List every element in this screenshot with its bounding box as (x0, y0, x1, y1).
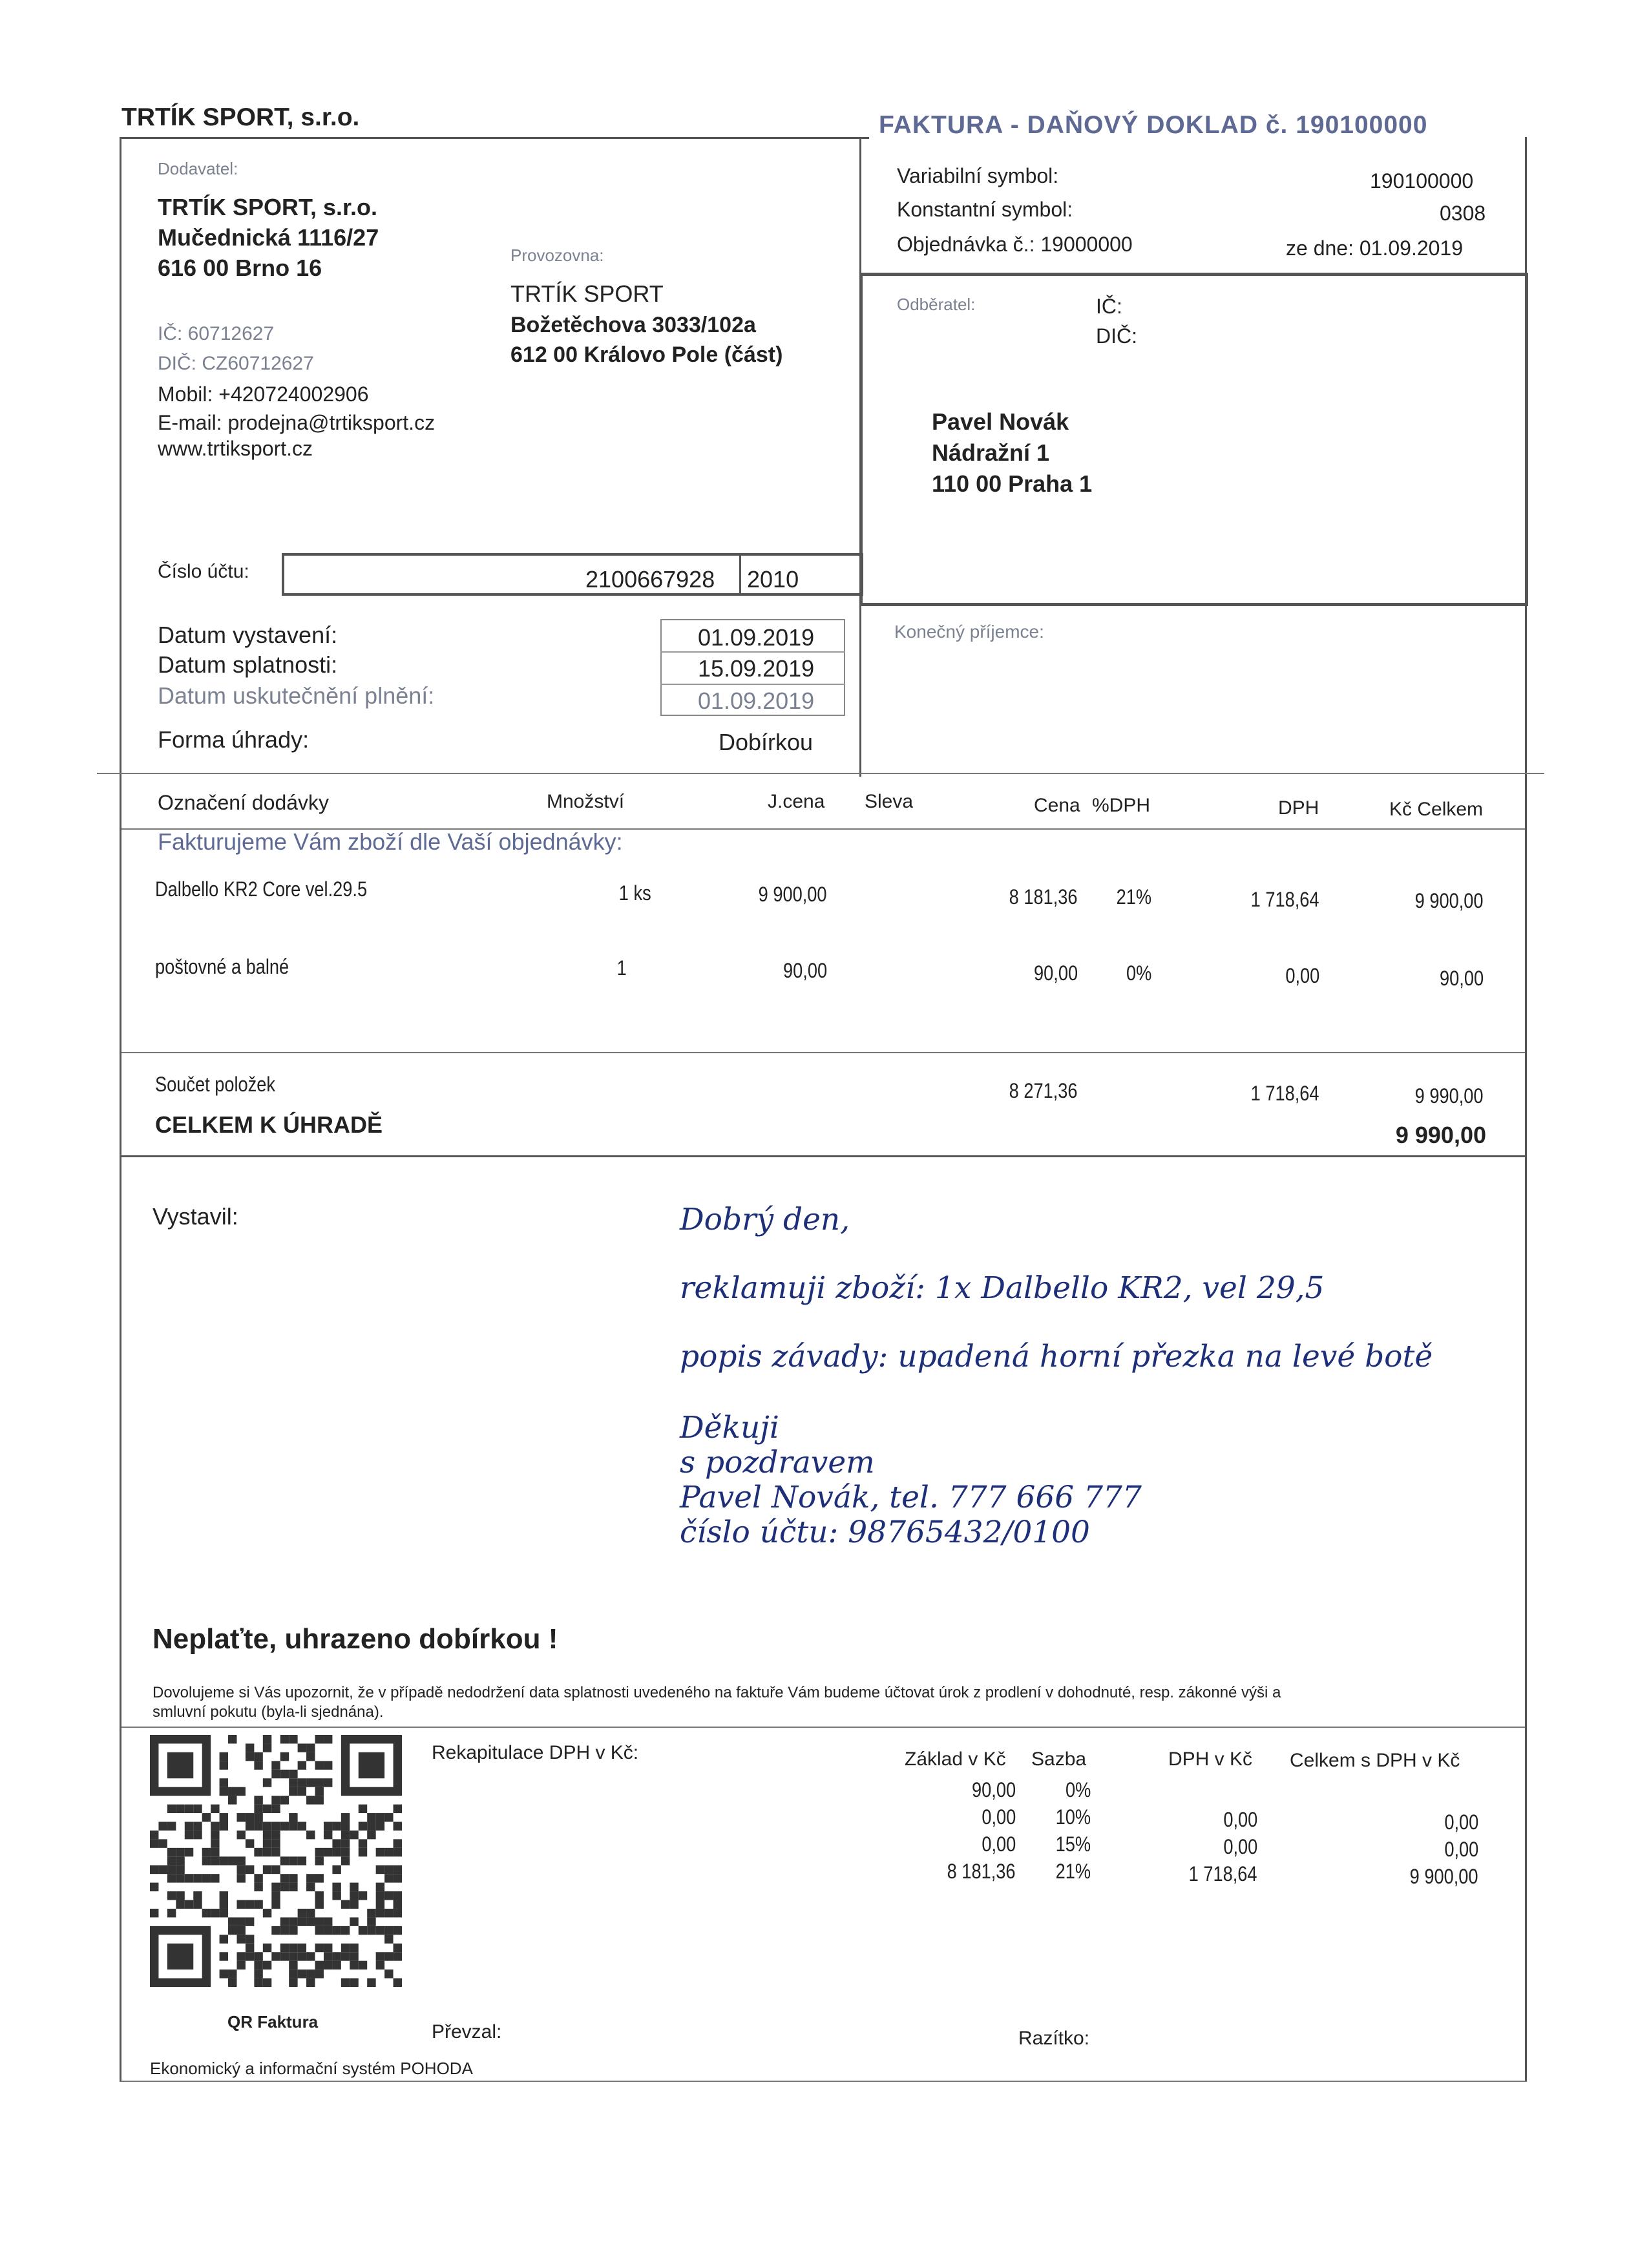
item-2-vat: 0,00 (1285, 964, 1319, 987)
notice-title: Neplaťte, uhrazeno dobírkou ! (152, 1623, 558, 1655)
recap-row-4-total: 9 900,00 (1410, 1865, 1478, 1888)
supplier-email: E-mail: prodejna@trtiksport.cz (158, 411, 436, 434)
sum-label: Součet položek (155, 1073, 275, 1096)
customer-street: Nádražní 1 (932, 439, 1050, 466)
item-1-vat-rate: 21% (1116, 885, 1151, 908)
supplier-street: Mučednická 1116/27 (158, 224, 379, 251)
recap-row-3-vat: 0,00 (1223, 1835, 1257, 1858)
note-defect: popis závady: upadená horní přezka na levé botě (680, 1339, 1433, 1374)
issue-date: 01.09.2019 (698, 624, 815, 651)
notice-text-2: smluvní pokutu (byla-li sjednána). (152, 1703, 384, 1721)
variable-symbol-label: Variabilní symbol: (897, 164, 1059, 187)
constant-symbol-value: 0308 (1440, 202, 1486, 225)
rows-bottom-rule (121, 1052, 1525, 1053)
item-1-unit-price: 9 900,00 (759, 883, 827, 906)
sums-bottom-rule (121, 1155, 1525, 1157)
customer-ic: IČ: (1096, 295, 1122, 318)
premises-city: 612 00 Královo Pole (část) (510, 342, 783, 367)
supplier-mobile: Mobil: +420724002906 (158, 383, 369, 406)
item-2-price: 90,00 (1033, 961, 1078, 985)
order-date: ze dne: 01.09.2019 (1286, 236, 1464, 260)
note-greeting: Dobrý den, (680, 1202, 850, 1237)
recap-row-2-rate: 10% (1055, 1805, 1091, 1829)
recap-col-total: Celkem s DPH v Kč (1290, 1750, 1460, 1771)
grand-total: 9 990,00 (1395, 1122, 1486, 1148)
sum-total: 9 990,00 (1415, 1084, 1484, 1108)
issued-by-label: Vystavil: (152, 1203, 238, 1230)
grand-total-label: CELKEM K ÚHRADĚ (155, 1111, 383, 1138)
col-unit-price: J.cena (768, 791, 825, 812)
company-name: TRTÍK SPORT, s.r.o. (121, 103, 360, 131)
supplier-dic: DIČ: CZ60712627 (158, 353, 314, 374)
customer-name: Pavel Novák (932, 408, 1069, 435)
premises-street: Božetěchova 3033/102a (510, 313, 756, 337)
customer-label: Odběratel: (897, 295, 976, 314)
col-total: Kč Celkem (1389, 799, 1484, 820)
items-intro: Fakturujeme Vám zboží dle Vaší objednávky: (158, 828, 623, 855)
final-recipient-label: Konečný příjemce: (894, 622, 1044, 642)
recap-row-2-total: 0,00 (1444, 1811, 1478, 1834)
document-title: FAKTURA - DAŇOVÝ DOKLAD č. 190100000 (879, 111, 1428, 139)
note-account: číslo účtu: 98765432/0100 (680, 1515, 1090, 1550)
qr-code-icon (150, 1735, 402, 1987)
recap-row-3-rate: 15% (1055, 1832, 1091, 1856)
constant-symbol-label: Konstantní symbol: (897, 198, 1073, 221)
note-complaint: reklamuji zboží: 1x Dalbello KR2, vel 29,5 (680, 1270, 1325, 1306)
frame-bottom (120, 2081, 1527, 2082)
col-designation: Označení dodávky (158, 791, 330, 814)
taxable-date-label: Datum uskutečnění plnění: (158, 682, 435, 709)
note-regards: s pozdravem (680, 1445, 875, 1480)
payment-method: Dobírkou (719, 729, 814, 755)
received-by-label: Převzal: (432, 2021, 502, 2042)
sum-vat: 1 718,64 (1251, 1082, 1319, 1105)
order-number: Objednávka č.: 19000000 (897, 233, 1133, 256)
supplier-city: 616 00 Brno 16 (158, 255, 322, 281)
dates-box-row2 (660, 684, 845, 685)
item-1-vat: 1 718,64 (1251, 888, 1319, 911)
item-2-qty: 1 (616, 956, 627, 980)
recap-col-base: Základ v Kč (905, 1748, 1006, 1770)
software-credit: Ekonomický a informační systém POHODA (150, 2059, 473, 2078)
note-signature: Pavel Novák, tel. 777 666 777 (680, 1480, 1142, 1515)
item-2-total: 90,00 (1439, 967, 1484, 990)
taxable-date: 01.09.2019 (698, 688, 815, 714)
payment-method-label: Forma úhrady: (158, 726, 310, 753)
item-2-name: poštovné a balné (155, 955, 289, 978)
recap-row-1-base: 90,00 (971, 1778, 1016, 1801)
item-2-unit-price: 90,00 (782, 959, 827, 982)
col-vat: DPH (1278, 797, 1319, 819)
customer-dic: DIČ: (1096, 324, 1137, 348)
item-1-price: 8 181,36 (1009, 885, 1078, 908)
account-bank-code: 2010 (747, 566, 799, 593)
notice-text-1: Dovolujeme si Vás upozornit, že v případě nedodržení data splatnosti uvedeného na faktuře Vám budeme účtovat úrok z prodlení v dohodnuté, resp. zákonné výši a (152, 1684, 1281, 1701)
vat-recap-label: Rekapitulace DPH v Kč: (432, 1742, 639, 1763)
qr-label: QR Faktura (227, 2012, 319, 2032)
recap-row-3-total: 0,00 (1444, 1838, 1478, 1861)
item-1-qty: 1 ks (619, 881, 651, 905)
header-rule (120, 137, 869, 139)
table-top-rule (97, 773, 1544, 774)
premises-name: TRTÍK SPORT (510, 280, 664, 307)
recap-row-4-rate: 21% (1055, 1860, 1091, 1883)
dates-box-row1 (660, 651, 845, 653)
supplier-web: www.trtiksport.cz (158, 437, 313, 460)
recap-row-4-base: 8 181,36 (947, 1860, 1016, 1883)
recap-row-2-vat: 0,00 (1223, 1808, 1257, 1831)
supplier-name: TRTÍK SPORT, s.r.o. (158, 194, 378, 220)
col-price: Cena (1034, 795, 1080, 816)
account-label: Číslo účtu: (158, 561, 249, 582)
frame-left (120, 137, 121, 2082)
notice-bottom-rule (121, 1727, 1525, 1728)
item-1-total: 9 900,00 (1415, 889, 1484, 912)
due-date-label: Datum splatnosti: (158, 651, 338, 678)
account-number: 2100667928 (585, 566, 715, 593)
col-quantity: Množství (547, 791, 625, 812)
issue-date-label: Datum vystavení: (158, 622, 338, 648)
recap-row-3-base: 0,00 (982, 1832, 1016, 1856)
supplier-ic: IČ: 60712627 (158, 323, 275, 344)
stamp-label: Razítko: (1018, 2028, 1090, 2049)
col-discount: Sleva (865, 791, 914, 812)
col-vat-rate: %DPH (1092, 795, 1151, 816)
recap-col-vat: DPH v Kč (1168, 1748, 1253, 1770)
due-date: 15.09.2019 (698, 655, 815, 682)
premises-label: Provozovna: (510, 246, 604, 265)
item-1-name: Dalbello KR2 Core vel.29.5 (155, 877, 368, 901)
note-thanks: Děkuji (680, 1410, 779, 1445)
recap-row-4-vat: 1 718,64 (1189, 1862, 1257, 1885)
supplier-label: Dodavatel: (158, 159, 238, 178)
variable-symbol-value: 190100000 (1370, 169, 1474, 193)
sum-price: 8 271,36 (1009, 1079, 1078, 1102)
recap-col-rate: Sazba (1031, 1748, 1087, 1770)
item-2-vat-rate: 0% (1126, 961, 1151, 985)
customer-city: 110 00 Praha 1 (932, 470, 1093, 497)
recap-row-2-base: 0,00 (982, 1805, 1016, 1829)
account-divider (739, 556, 741, 593)
recap-row-1-rate: 0% (1065, 1778, 1091, 1801)
